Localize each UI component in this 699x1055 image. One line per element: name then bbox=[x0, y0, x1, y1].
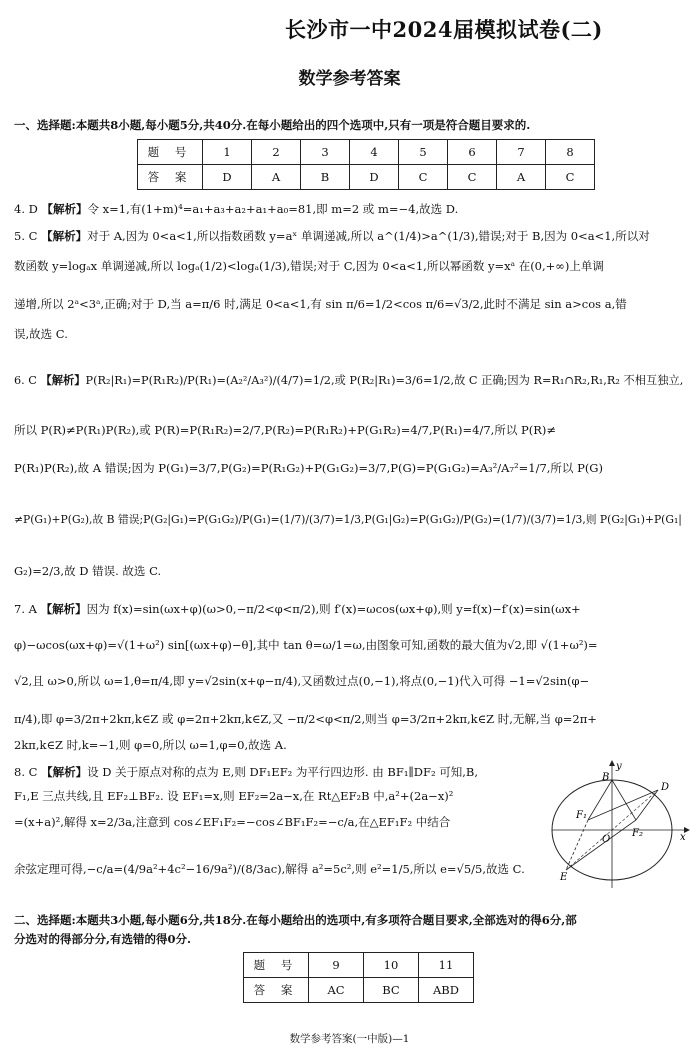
question-number: 5. C bbox=[14, 229, 38, 243]
section2-answer-table bbox=[243, 952, 474, 1003]
analysis-tag: 【解析】 bbox=[41, 202, 88, 216]
table-cell: 2 bbox=[252, 140, 301, 165]
solution-line: 2kπ,k∈Z 时,k=−1,则 φ=0,所以 ω=1,φ=0,故选 A. bbox=[14, 738, 287, 752]
label-x: x bbox=[680, 832, 686, 843]
table-cell: 3 bbox=[301, 140, 350, 165]
section2-heading-line1: 二、选择题:本题共3小题,每小题6分,共18分.在每小题给出的选项中,有多项符合题目要求,全部选对的得6分,部 bbox=[14, 913, 577, 927]
label-y: y bbox=[616, 761, 622, 772]
question-number: 6. C bbox=[14, 374, 37, 387]
solution-line: √2,且 ω>0,所以 ω=1,θ=π/4,即 y=√2sin(x+φ−π/4),又函数过点(0,−1),将点(0,−1)代入可得 −1=√2sin(φ− bbox=[14, 674, 590, 688]
answer-key-title: 数学参考答案 bbox=[298, 69, 401, 89]
solution-line: 误,故选 C. bbox=[14, 327, 68, 341]
solution-line: π/4),即 φ=3/2π+2kπ,k∈Z 或 φ=2π+2kπ,k∈Z,又 −π/2<φ<π/2,则当 φ=3/2π+2kπ,k∈Z 时,无解,当 φ=2π+ bbox=[14, 712, 597, 726]
exam-title: 长沙市一中2024届模拟试卷(二) bbox=[285, 17, 603, 42]
label-d: D bbox=[661, 782, 670, 793]
table-cell: B bbox=[301, 165, 350, 190]
segment-f1d bbox=[588, 790, 658, 820]
analysis-tag: 【解析】 bbox=[40, 602, 87, 616]
solution-line: 数函数 y=logₐx 单调递减,所以 logₐ(1/2)<logₐ(1/3),错误;对于 C,因为 0<a<1,所以幂函数 y=xᵃ 在(0,+∞)上单调 bbox=[14, 259, 604, 273]
table-cell: 7 bbox=[497, 140, 546, 165]
question-6 bbox=[14, 372, 683, 388]
section1-heading: 一、选择题:本题共8小题,每小题5分,共40分.在每小题给出的四个选项中,只有一项是符合题目要求的. bbox=[14, 118, 531, 132]
table-header-cell: 答 案 bbox=[138, 165, 203, 190]
table-cell: 8 bbox=[546, 140, 595, 165]
solution-line: 余弦定理可得,−c/a=(4/9a²+4c²−16/9a²)/(8/3ac),解得 a²=5c²,则 e²=1/5,所以 e=√5/5,故选 C. bbox=[14, 862, 525, 876]
table-cell: D bbox=[203, 165, 252, 190]
table-row bbox=[138, 140, 595, 165]
table-cell: ABD bbox=[419, 978, 474, 1003]
section2-heading-line2: 分选对的得部分分,有选错的得0分. bbox=[14, 932, 192, 946]
label-e: E bbox=[560, 872, 568, 883]
analysis-tag: 【解析】 bbox=[41, 229, 88, 243]
section1-answer-table bbox=[137, 139, 595, 190]
table-cell: BC bbox=[364, 978, 419, 1003]
solution-line: P(R₁)P(R₂),故 A 错误;因为 P(G₁)=3/7,P(G₂)=P(R₁G₂)+P(G₁G₂)=3/7,P(G)=P(G₁G₂)=A₃²/A₇²=1/7,所以 P(G) bbox=[14, 461, 603, 475]
table-cell: A bbox=[497, 165, 546, 190]
solution-line: G₂)=2/3,故 D 错误. 故选 C. bbox=[14, 564, 162, 578]
solution-text: P(R₂|R₁)=P(R₁R₂)/P(R₁)=(A₂²/A₃²)/(4/7)=1/2,或 P(R₂|R₁)=3/6=1/2,故 C 正确;因为 R=R₁∩R₂,R₁,R₂ 不相互独立, bbox=[85, 374, 684, 387]
table-cell: 1 bbox=[203, 140, 252, 165]
solution-text: 对于 A,因为 0<a<1,所以指数函数 y=aˣ 单调递减,所以 a^(1/4)>a^(1/3),错误;对于 B,因为 0<a<1,所以对 bbox=[87, 229, 650, 243]
question-5 bbox=[14, 228, 650, 244]
table-cell: AC bbox=[309, 978, 364, 1003]
question-7 bbox=[14, 601, 581, 617]
y-axis-arrow bbox=[609, 760, 615, 766]
table-cell: 11 bbox=[419, 953, 474, 978]
question-4 bbox=[14, 201, 458, 217]
segment-bf1 bbox=[588, 780, 612, 820]
solution-line: F₁,E 三点共线,且 EF₂⊥BF₂. 设 EF₁=x,则 EF₂=2a−x,在 Rt△EF₂B 中,a²+(2a−x)² bbox=[14, 789, 454, 803]
label-o: O bbox=[602, 834, 611, 845]
table-row bbox=[138, 165, 595, 190]
table-cell: 10 bbox=[364, 953, 419, 978]
solution-text: 令 x=1,有(1+m)⁴=a₁+a₃+a₂+a₁+a₀=81,即 m=2 或 m=−4,故选 D. bbox=[87, 202, 459, 216]
page-footer: 数学参考答案(一中版)—1 bbox=[289, 1033, 410, 1045]
table-cell: A bbox=[252, 165, 301, 190]
analysis-tag: 【解析】 bbox=[40, 374, 86, 387]
table-row bbox=[244, 978, 474, 1003]
solution-line: 所以 P(R)≠P(R₁)P(R₂),或 P(R)=P(R₁R₂)=2/7,P(R₂)=P(R₁R₂)+P(G₁R₂)=4/7,P(R₁)=4/7,所以 P(R)≠ bbox=[14, 423, 556, 437]
solution-line: ≠P(G₁)+P(G₂),故 B 错误;P(G₂|G₁)=P(G₁G₂)/P(G₁)=(1/7)/(3/7)=1/3,P(G₁|G₂)=P(G₁G₂)/P(G₂)=(1/7)/(3/7)=1/3,则 P(G₂|G₁)+P(G₁| bbox=[14, 513, 682, 526]
label-f2: F₂ bbox=[632, 828, 643, 839]
ellipse-figure bbox=[550, 760, 690, 890]
table-cell: C bbox=[448, 165, 497, 190]
table-header-cell: 答 案 bbox=[244, 978, 309, 1003]
question-8 bbox=[14, 764, 478, 780]
table-row bbox=[244, 953, 474, 978]
segment-bf2 bbox=[612, 780, 636, 820]
question-number: 8. C bbox=[14, 765, 38, 779]
label-b: B bbox=[602, 772, 610, 783]
table-cell: D bbox=[350, 165, 399, 190]
table-cell: C bbox=[399, 165, 448, 190]
table-cell: 4 bbox=[350, 140, 399, 165]
solution-text: 因为 f(x)=sin(ωx+φ)(ω>0,−π/2<φ<π/2),则 f′(x)=ωcos(ωx+φ),则 y=f(x)−f′(x)=sin(ωx+ bbox=[86, 602, 581, 616]
table-cell: 9 bbox=[309, 953, 364, 978]
table-cell: 6 bbox=[448, 140, 497, 165]
solution-line: φ)−ωcos(ωx+φ)=√(1+ω²) sin[(ωx+φ)−θ],其中 tan θ=ω/1=ω,由图象可知,函数的最大值为√2,即 √(1+ω²)= bbox=[14, 638, 598, 652]
solution-line: =(x+a)²,解得 x=2/3a,注意到 cos∠EF₁F₂=−cos∠BF₁F₂=−c/a,在△EF₁F₂ 中结合 bbox=[14, 815, 451, 829]
table-header-cell: 题 号 bbox=[244, 953, 309, 978]
solution-line: 递增,所以 2ᵃ<3ᵃ,正确;对于 D,当 a=π/6 时,满足 0<a<1,有 sin π/6=1/2<cos π/6=√3/2,此时不满足 sin a>cos a,错 bbox=[14, 297, 627, 311]
analysis-tag: 【解析】 bbox=[41, 765, 88, 779]
question-number: 7. A bbox=[14, 602, 37, 616]
table-cell: 5 bbox=[399, 140, 448, 165]
segment-ef2 bbox=[566, 820, 636, 870]
solution-text: 设 D 关于原点对称的点为 E,则 DF₁EF₂ 为平行四边形. 由 BF₁∥DF₂ 可知,B, bbox=[87, 765, 478, 779]
label-f1: F₁ bbox=[576, 810, 587, 821]
table-header-cell: 题 号 bbox=[138, 140, 203, 165]
question-number: 4. D bbox=[14, 202, 38, 216]
table-cell: C bbox=[546, 165, 595, 190]
